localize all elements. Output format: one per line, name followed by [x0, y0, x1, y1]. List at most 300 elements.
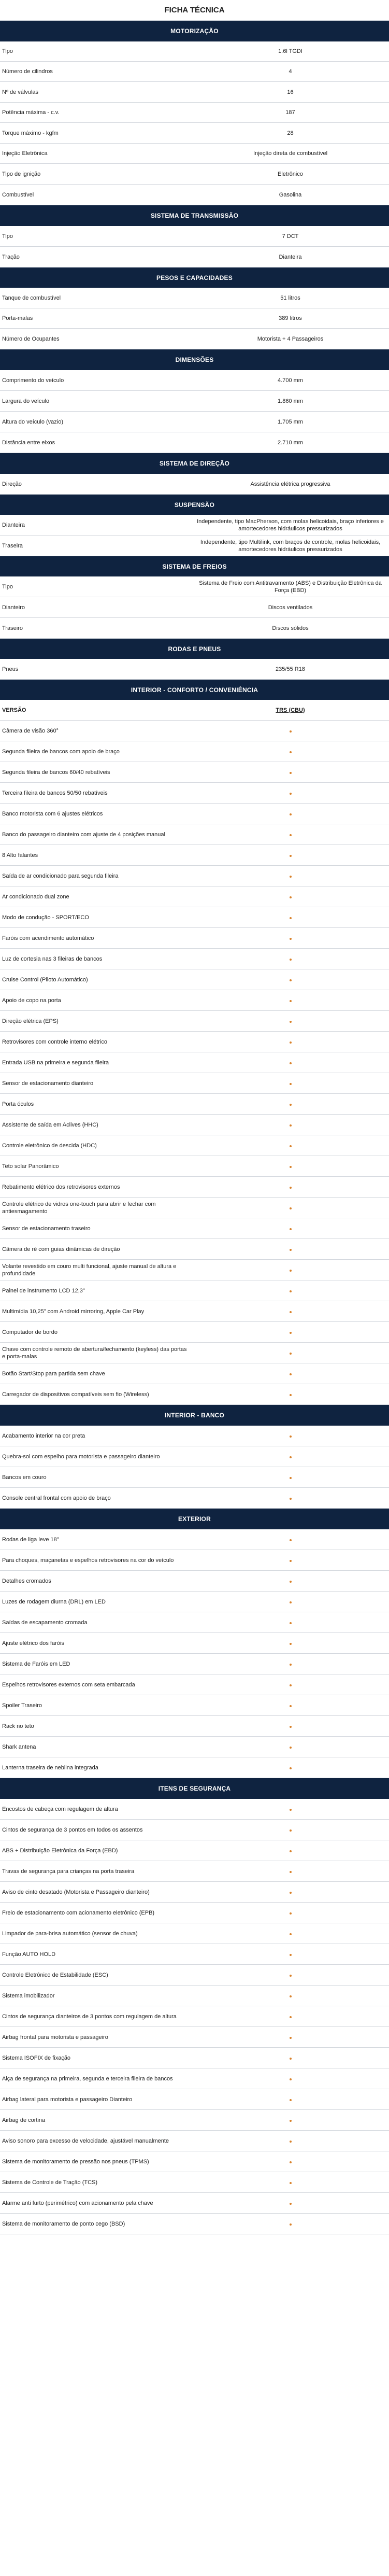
bullet-dot-icon — [290, 1083, 292, 1085]
spec-availability — [192, 1972, 389, 1979]
spec-availability — [192, 1308, 389, 1315]
spec-label: Freio de estacionamento com acionamento eletrônico (EPB) — [2, 1909, 155, 1916]
spec-label: Acabamento interior na cor preta — [2, 1432, 85, 1439]
bullet-dot-icon — [290, 1954, 292, 1956]
bullet-dot-icon — [290, 1747, 292, 1749]
spec-row — [0, 82, 389, 103]
spec-row — [0, 886, 389, 907]
bullet-dot-icon — [290, 2099, 292, 2101]
spec-row — [0, 618, 389, 639]
spec-availability — [192, 893, 389, 900]
bullet-dot-icon — [290, 959, 292, 961]
bullet-dot-icon — [290, 1933, 292, 1935]
spec-row — [0, 1073, 389, 1094]
spec-availability — [192, 2117, 389, 2124]
spec-availability — [192, 1909, 389, 1917]
spec-value: 389 litros — [279, 315, 302, 321]
spec-availability — [192, 1598, 389, 1606]
spec-label: Porta-malas — [2, 315, 33, 321]
spec-row — [0, 370, 389, 391]
spec-label: Airbag lateral para motorista e passageiro Dianteiro — [2, 2096, 133, 2103]
spec-row — [0, 969, 389, 990]
bullet-dot-icon — [290, 1373, 292, 1375]
spec-label: Botão Start/Stop para partida sem chave — [2, 1370, 105, 1377]
spec-label: Sistema de Controle de Tração (TCS) — [2, 2179, 98, 2186]
spec-availability — [192, 2179, 389, 2186]
spec-availability — [192, 914, 389, 921]
spec-label: Terceira fileira de bancos 50/50 rebatíveis — [2, 790, 108, 796]
spec-label: Ar condicionado dual zone — [2, 893, 69, 900]
spec-row — [0, 1032, 389, 1052]
spec-label: Tipo — [2, 48, 13, 54]
spec-row — [0, 1343, 389, 1363]
spec-availability — [192, 1121, 389, 1129]
spec-value: 51 litros — [280, 294, 300, 301]
spec-label: Chave com controle remoto de abertura/fechamento (keyless) das portas e porta-malas — [2, 1346, 187, 1360]
spec-label: Direção elétrica (EPS) — [2, 1018, 59, 1024]
spec-availability — [192, 2137, 389, 2145]
spec-value: Dianteira — [279, 254, 302, 260]
spec-row — [0, 1426, 389, 1446]
bullet-dot-icon — [290, 1809, 292, 1811]
spec-availability — [192, 1619, 389, 1626]
spec-label: Tração — [2, 254, 20, 260]
bullet-dot-icon — [290, 1228, 292, 1230]
spec-availability — [192, 2200, 389, 2207]
spec-label: Segunda fileira de bancos 60/40 rebatíveis — [2, 769, 110, 776]
spec-row — [0, 2110, 389, 2131]
spec-label: Dianteira — [2, 522, 25, 528]
spec-row — [0, 1446, 389, 1467]
spec-label: Alarme anti furto (perimétrico) com acionamento pela chave — [2, 2200, 153, 2206]
spec-row — [0, 1218, 389, 1239]
bullet-dot-icon — [290, 2161, 292, 2163]
spec-row — [0, 741, 389, 762]
spec-availability — [192, 1225, 389, 1232]
spec-availability — [192, 1930, 389, 1937]
spec-availability — [192, 872, 389, 880]
spec-row — [0, 144, 389, 164]
bullet-dot-icon — [290, 1353, 292, 1355]
bullet-dot-icon — [290, 1124, 292, 1127]
bullet-dot-icon — [290, 2016, 292, 2018]
spec-row — [0, 1198, 389, 1218]
spec-label: Modo de condução - SPORT/ECO — [2, 914, 89, 921]
spec-availability — [192, 1142, 389, 1149]
spec-availability — [192, 955, 389, 963]
spec-label: ABS + Distribuição Eletrônica da Força (EBD) — [2, 1847, 118, 1854]
spec-row — [0, 866, 389, 886]
spec-label: Sistema de monitoramento de pressão nos pneus (TPMS) — [2, 2158, 149, 2165]
bullet-dot-icon — [290, 2141, 292, 2143]
spec-value: Discos sólidos — [272, 625, 309, 631]
bullet-dot-icon — [290, 896, 292, 898]
spec-label: Lanterna traseira de neblina integrada — [2, 1764, 98, 1771]
bullet-dot-icon — [290, 1456, 292, 1458]
spec-label: Assistente de saída em Aclives (HHC) — [2, 1121, 98, 1128]
spec-row — [0, 1592, 389, 1612]
spec-label: Sistema ISOFIX de fixação — [2, 2054, 71, 2061]
spec-row — [0, 391, 389, 412]
spec-availability — [192, 1349, 389, 1357]
spec-value: 28 — [287, 130, 294, 136]
page-title: FICHA TÉCNICA — [0, 0, 389, 21]
spec-row — [0, 432, 389, 453]
bullet-dot-icon — [290, 1622, 292, 1624]
spec-label: Segunda fileira de bancos com apoio de braço — [2, 748, 120, 755]
spec-label: Traseira — [2, 542, 23, 549]
section-header: EXTERIOR — [0, 1509, 389, 1529]
spec-label: Banco do passageiro dianteiro com ajuste de 4 posições manual — [2, 831, 165, 838]
spec-row — [0, 1384, 389, 1405]
spec-label: Aviso de cinto desatado (Motorista e Passageiro dianteiro) — [2, 1889, 150, 1895]
bullet-dot-icon — [290, 1560, 292, 1562]
spec-label: Porta óculos — [2, 1101, 34, 1107]
spec-label: Sensor de estacionamento dianteiro — [2, 1080, 94, 1087]
spec-availability — [192, 810, 389, 818]
spec-row — [0, 1799, 389, 1820]
spec-row — [0, 1944, 389, 1965]
bullet-dot-icon — [290, 1041, 292, 1044]
spec-availability — [192, 1578, 389, 1585]
spec-value: Sistema de Freio com Antitravamento (ABS) e Distribuição Eletrônica da Força (EBD) — [199, 580, 382, 594]
spec-availability — [192, 997, 389, 1004]
bullet-dot-icon — [290, 1435, 292, 1438]
spec-label: Faróis com acendimento automático — [2, 935, 94, 941]
spec-row — [0, 1011, 389, 1032]
spec-value: Eletrônico — [278, 171, 303, 177]
spec-availability — [192, 1723, 389, 1730]
spec-availability — [192, 2220, 389, 2228]
spec-row — [0, 1529, 389, 1550]
spec-availability — [192, 1640, 389, 1647]
spec-label: Saídas de escapamento cromada — [2, 1619, 88, 1626]
spec-label: Bancos em couro — [2, 1474, 47, 1481]
spec-row — [0, 1260, 389, 1280]
spec-value: 1.6l TGDI — [278, 48, 302, 54]
spec-label: Combustível — [2, 191, 34, 198]
spec-availability — [192, 935, 389, 942]
spec-label: Detalhes cromados — [2, 1578, 51, 1584]
spec-row — [0, 949, 389, 969]
bullet-dot-icon — [290, 1871, 292, 1873]
bullet-dot-icon — [290, 1021, 292, 1023]
spec-label: Banco motorista com 6 ajustes elétricos — [2, 810, 103, 817]
bullet-dot-icon — [290, 813, 292, 815]
spec-label: Rebatimento elétrico dos retrovisores externos — [2, 1184, 120, 1190]
spec-availability — [192, 1764, 389, 1771]
spec-row — [0, 2193, 389, 2214]
spec-availability — [192, 852, 389, 859]
bullet-dot-icon — [290, 2203, 292, 2205]
spec-label: Número de cilindros — [2, 68, 53, 75]
spec-availability — [192, 1246, 389, 1253]
spec-value: 4.700 mm — [278, 377, 303, 384]
spec-row — [0, 721, 389, 741]
spec-availability — [192, 831, 389, 838]
spec-label: Limpador de para-brisa automático (sensor de chuva) — [2, 1930, 138, 1937]
spec-label: Pneus — [2, 666, 19, 672]
bullet-dot-icon — [290, 2182, 292, 2184]
spec-row — [0, 41, 389, 62]
spec-row — [0, 1177, 389, 1198]
section-header: PESOS E CAPACIDADES — [0, 268, 389, 288]
spec-label: Retrovisores com controle interno elétrico — [2, 1038, 107, 1045]
spec-availability — [192, 1453, 389, 1460]
bullet-dot-icon — [290, 2120, 292, 2122]
spec-value: 235/55 R18 — [276, 666, 305, 672]
bullet-dot-icon — [290, 979, 292, 981]
spec-row — [0, 2214, 389, 2234]
bullet-dot-icon — [290, 1829, 292, 1832]
spec-availability — [192, 1868, 389, 1875]
spec-row — [0, 62, 389, 82]
spec-availability — [192, 2158, 389, 2165]
spec-label: Câmera de visão 360° — [2, 727, 59, 734]
spec-label: Sistema de Faróis em LED — [2, 1660, 70, 1667]
spec-row — [0, 845, 389, 866]
bullet-dot-icon — [290, 1145, 292, 1147]
spec-label: Espelhos retrovisores externos com seta embarcada — [2, 1681, 135, 1688]
spec-label: Shark antena — [2, 1743, 36, 1750]
spec-label: Cruise Control (Piloto Automático) — [2, 976, 88, 983]
spec-row — [0, 1695, 389, 1716]
bullet-dot-icon — [290, 1249, 292, 1251]
spec-value: Gasolina — [279, 191, 302, 198]
spec-availability — [192, 1184, 389, 1191]
bullet-dot-icon — [290, 1166, 292, 1168]
spec-row — [0, 2048, 389, 2068]
spec-label: Rack no teto — [2, 1723, 34, 1729]
spec-label: Largura do veículo — [2, 398, 50, 404]
spec-row — [0, 2006, 389, 2027]
bullet-dot-icon — [290, 2037, 292, 2039]
spec-row — [0, 2027, 389, 2048]
spec-availability — [192, 1287, 389, 1294]
spec-value: 7 DCT — [282, 233, 299, 240]
spec-availability — [192, 1329, 389, 1336]
section-header: ITENS DE SEGURANÇA — [0, 1778, 389, 1799]
spec-availability — [192, 1951, 389, 1958]
spec-value: 4 — [289, 68, 292, 75]
spec-row — [0, 1654, 389, 1674]
section-header: RODAS E PNEUS — [0, 639, 389, 659]
bullet-dot-icon — [290, 1187, 292, 1189]
spec-label: Tipo — [2, 583, 13, 590]
bullet-dot-icon — [290, 1892, 292, 1894]
spec-row — [0, 515, 389, 536]
spec-label: Função AUTO HOLD — [2, 1951, 56, 1958]
spec-value: 16 — [287, 89, 294, 95]
bullet-dot-icon — [290, 2058, 292, 2060]
spec-label: Rodas de liga leve 18" — [2, 1536, 59, 1543]
spec-availability — [192, 1101, 389, 1108]
spec-value: Independente, tipo Multilink, com braços de controle, molas helicoidais, amortecedores hidráulicos pressurizados — [200, 539, 381, 553]
spec-label: Altura do veículo (vazio) — [2, 418, 63, 425]
spec-label: Tanque de combustível — [2, 294, 61, 301]
spec-row — [0, 1135, 389, 1156]
bullet-dot-icon — [290, 1767, 292, 1769]
spec-row — [0, 1674, 389, 1695]
spec-label: Saída de ar condicionado para segunda fileira — [2, 872, 119, 879]
spec-row — [0, 990, 389, 1011]
spec-row — [0, 762, 389, 783]
spec-row — [0, 1965, 389, 1986]
spec-value: Injeção direta de combustível — [253, 150, 328, 157]
spec-row — [0, 928, 389, 949]
spec-label: Computador de bordo — [2, 1329, 58, 1335]
bullet-dot-icon — [290, 1270, 292, 1272]
spec-label: Câmera de ré com guias dinâmicas de direção — [2, 1246, 120, 1252]
spec-availability — [192, 790, 389, 797]
spec-availability — [192, 1391, 389, 1398]
spec-label: Controle eletrônico de descida (HDC) — [2, 1142, 97, 1149]
bullet-dot-icon — [290, 855, 292, 857]
spec-label: Sensor de estacionamento traseiro — [2, 1225, 91, 1232]
spec-row — [0, 474, 389, 495]
spec-availability — [192, 1889, 389, 1896]
bullet-dot-icon — [290, 1290, 292, 1292]
spec-label: Volante revestido em couro multi funcional, ajuste manual de altura e profundidade — [2, 1263, 177, 1277]
spec-row — [0, 1280, 389, 1301]
spec-label: Quebra-sol com espelho para motorista e passageiro dianteiro — [2, 1453, 160, 1460]
spec-availability — [192, 2034, 389, 2041]
spec-label: 8 Alto falantes — [2, 852, 38, 858]
spec-label: Injeção Eletrônica — [2, 150, 48, 157]
spec-label: Tipo de ignição — [2, 171, 41, 177]
section-header: DIMENSÕES — [0, 349, 389, 370]
spec-row — [0, 123, 389, 144]
spec-availability — [192, 1702, 389, 1709]
spec-label: Travas de segurança para crianças na porta traseira — [2, 1868, 135, 1875]
spec-label: Console central frontal com apoio de braço — [2, 1495, 111, 1501]
spec-row — [0, 1571, 389, 1592]
bullet-dot-icon — [290, 917, 292, 919]
spec-value: Independente, tipo MacPherson, com molas helicoidais, braço inferiores e amortecedores hidráulicos pressurizados — [197, 518, 384, 532]
spec-label: Comprimento do veículo — [2, 377, 64, 384]
spec-row — [0, 1882, 389, 1903]
spec-label: Luzes de rodagem diurna (DRL) em LED — [2, 1598, 106, 1605]
spec-row — [0, 1094, 389, 1115]
bullet-dot-icon — [290, 2078, 292, 2080]
spec-value: Discos ventilados — [268, 604, 313, 611]
spec-availability — [192, 1681, 389, 1688]
spec-availability — [192, 1660, 389, 1668]
spec-value: 2.710 mm — [278, 439, 303, 446]
spec-row — [0, 1986, 389, 2006]
spec-availability — [192, 1018, 389, 1025]
section-header: SISTEMA DE TRANSMISSÃO — [0, 205, 389, 226]
spec-row — [0, 308, 389, 329]
bullet-dot-icon — [290, 1601, 292, 1603]
section-header: SUSPENSÃO — [0, 495, 389, 515]
spec-row — [0, 597, 389, 618]
spec-availability — [192, 2096, 389, 2103]
spec-label: Direção — [2, 481, 22, 487]
spec-row — [0, 185, 389, 205]
spec-value: TRS (CBU) — [276, 707, 305, 713]
bullet-dot-icon — [290, 730, 292, 733]
section-header: INTERIOR - BANCO — [0, 1405, 389, 1426]
spec-label: Torque máximo - kgfm — [2, 130, 59, 136]
spec-availability — [192, 1495, 389, 1502]
bullet-dot-icon — [290, 1332, 292, 1334]
bullet-dot-icon — [290, 1975, 292, 1977]
spec-availability — [192, 976, 389, 983]
spec-row — [0, 1923, 389, 1944]
spec-label: Aviso sonoro para excesso de velocidade, ajustável manualmente — [2, 2137, 169, 2144]
bullet-dot-icon — [290, 1705, 292, 1707]
spec-row — [0, 1716, 389, 1737]
spec-availability — [192, 1557, 389, 1564]
spec-value: Motorista + 4 Passageiros — [257, 335, 324, 342]
spec-row — [0, 1840, 389, 1861]
spec-availability — [192, 1059, 389, 1066]
bullet-dot-icon — [290, 1643, 292, 1645]
spec-row — [0, 1301, 389, 1322]
spec-availability — [192, 2075, 389, 2082]
spec-row — [0, 164, 389, 185]
spec-availability — [192, 1266, 389, 1274]
spec-row — [0, 412, 389, 432]
spec-sections — [0, 21, 389, 2234]
spec-row — [0, 1363, 389, 1384]
bullet-dot-icon — [290, 1311, 292, 1313]
spec-row — [0, 783, 389, 804]
bullet-dot-icon — [290, 834, 292, 836]
spec-row — [0, 1737, 389, 1757]
spec-label: Carregador de dispositivos compatíveis sem fio (Wireless) — [2, 1391, 149, 1398]
spec-label: Entrada USB na primeira e segunda fileira — [2, 1059, 109, 1066]
spec-label: Cintos de segurança de 3 pontos em todos os assentos — [2, 1826, 143, 1833]
spec-availability — [192, 1080, 389, 1087]
spec-row — [0, 1488, 389, 1509]
bullet-dot-icon — [290, 938, 292, 940]
spec-availability — [192, 1847, 389, 1854]
spec-availability — [192, 1743, 389, 1751]
spec-row — [0, 700, 389, 721]
bullet-dot-icon — [290, 2223, 292, 2226]
spec-row — [0, 1467, 389, 1488]
spec-availability — [192, 748, 389, 755]
section-header: MOTORIZAÇÃO — [0, 21, 389, 41]
bullet-dot-icon — [290, 1498, 292, 1500]
bullet-dot-icon — [290, 1062, 292, 1064]
spec-label: Spoiler Traseiro — [2, 1702, 42, 1709]
spec-label: Tipo — [2, 233, 13, 240]
spec-availability — [192, 1432, 389, 1440]
spec-availability — [192, 1806, 389, 1813]
bullet-dot-icon — [290, 1664, 292, 1666]
spec-label: Luz de cortesia nas 3 fileiras de bancos — [2, 955, 103, 962]
spec-label: Encostos de cabeça com regulagem de altura — [2, 1806, 118, 1812]
bullet-dot-icon — [290, 1850, 292, 1852]
spec-row — [0, 103, 389, 123]
spec-row — [0, 1239, 389, 1260]
spec-row — [0, 288, 389, 308]
spec-availability — [192, 1163, 389, 1170]
spec-row — [0, 2172, 389, 2193]
spec-row — [0, 2131, 389, 2151]
bullet-dot-icon — [290, 751, 292, 753]
spec-row — [0, 1633, 389, 1654]
spec-row — [0, 247, 389, 268]
spec-row — [0, 536, 389, 556]
spec-availability — [192, 1204, 389, 1212]
spec-label: Dianteiro — [2, 604, 25, 611]
bullet-dot-icon — [290, 1539, 292, 1541]
spec-availability — [192, 1826, 389, 1834]
